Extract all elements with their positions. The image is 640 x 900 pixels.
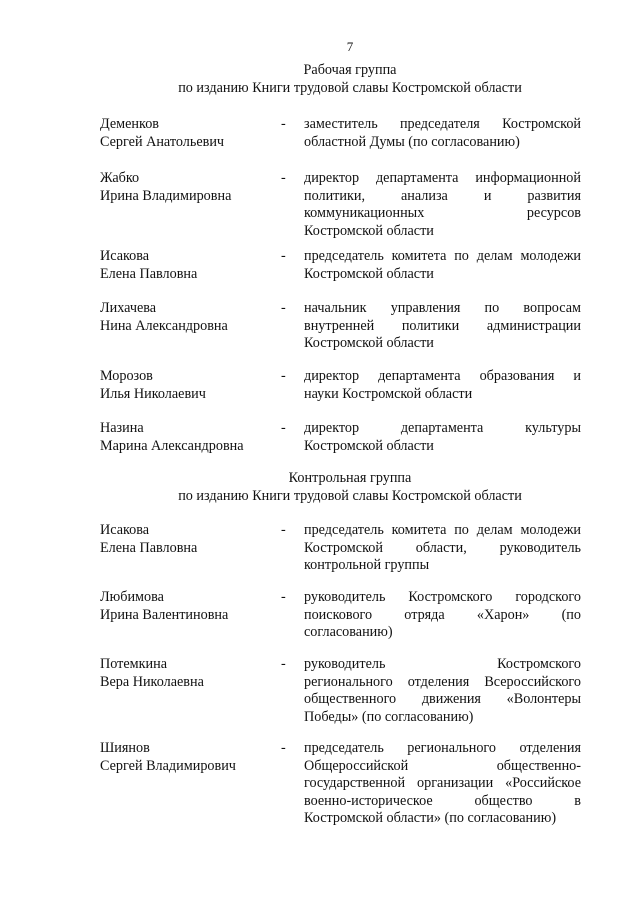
member-role bbox=[304, 248, 581, 283]
role-line: науки Костромской области bbox=[304, 385, 473, 402]
member-dash: - bbox=[281, 170, 286, 186]
member-first-names: Елена Павловна bbox=[100, 265, 198, 282]
member-name bbox=[100, 368, 278, 403]
role-line: Костромской области bbox=[304, 265, 434, 282]
role-line: председатель комитета по делам молодежи bbox=[304, 522, 581, 538]
role-line: председатель комитета по делам молодежи bbox=[304, 248, 581, 264]
member-role bbox=[304, 589, 581, 642]
role-line: Победы» (по согласованию) bbox=[304, 708, 474, 725]
member-name bbox=[100, 740, 278, 775]
member-first-names: Вера Николаевна bbox=[100, 673, 204, 690]
member-role bbox=[304, 420, 581, 455]
role-line: директор департамента информационной bbox=[304, 170, 581, 186]
member-last-name: Исакова bbox=[100, 248, 150, 264]
member-role bbox=[304, 116, 581, 151]
member-first-names: Ирина Валентиновна bbox=[100, 606, 229, 623]
role-line: Костромской области bbox=[304, 335, 434, 352]
role-line: директор департамента образования и bbox=[304, 368, 581, 384]
member-first-names: Нина Александровна bbox=[100, 317, 228, 334]
member-first-names: Марина Александровна bbox=[100, 437, 244, 454]
member-last-name: Морозов bbox=[100, 368, 153, 384]
role-line: областной Думы (по согласованию) bbox=[304, 133, 520, 150]
role-line: Костромской области» (по согласованию) bbox=[304, 810, 557, 827]
member-last-name: Деменков bbox=[100, 116, 159, 132]
member-dash: - bbox=[281, 248, 286, 264]
role-line: руководитель Костромского bbox=[304, 656, 581, 672]
role-line: начальник управления по вопросам bbox=[304, 300, 581, 316]
control-group-title: Контрольная группа bbox=[288, 470, 412, 486]
member-role bbox=[304, 522, 581, 575]
member-role bbox=[304, 740, 581, 828]
role-line: заместитель председателя Костромской bbox=[304, 116, 581, 132]
member-dash: - bbox=[281, 656, 286, 672]
role-line: общественного движения «Волонтеры bbox=[304, 691, 581, 708]
role-line: Общероссийской общественно- bbox=[304, 757, 581, 774]
control-group-subtitle: по изданию Книги трудовой славы Костромской области bbox=[178, 488, 522, 504]
role-line: военно-историческое общество в bbox=[304, 792, 581, 809]
member-name bbox=[100, 522, 278, 557]
member-name bbox=[100, 300, 278, 335]
member-dash: - bbox=[281, 740, 286, 756]
member-dash: - bbox=[281, 589, 286, 605]
member-first-names: Илья Николаевич bbox=[100, 385, 206, 402]
role-line: политики, анализа и развития bbox=[304, 187, 581, 204]
role-line: поискового отряда «Харон» (по bbox=[304, 606, 581, 623]
member-first-names: Сергей Анатольевич bbox=[100, 133, 225, 150]
member-dash: - bbox=[281, 368, 286, 384]
member-last-name: Шиянов bbox=[100, 740, 150, 756]
working-group-title: Рабочая группа bbox=[303, 62, 397, 78]
role-line: Костромской области, руководитель bbox=[304, 539, 581, 556]
member-name bbox=[100, 589, 278, 624]
member-name bbox=[100, 420, 278, 455]
page-number: 7 bbox=[346, 39, 354, 54]
member-last-name: Потемкина bbox=[100, 656, 168, 672]
role-line: согласованию) bbox=[304, 624, 393, 641]
member-first-names: Елена Павловна bbox=[100, 539, 198, 556]
member-role bbox=[304, 368, 581, 403]
member-name bbox=[100, 116, 278, 151]
role-line: регионального отделения Всероссийского bbox=[304, 673, 581, 690]
role-line: председатель регионального отделения bbox=[304, 740, 581, 756]
member-last-name: Жабко bbox=[100, 170, 140, 186]
role-line: Костромской области bbox=[304, 222, 434, 239]
member-first-names: Сергей Владимирович bbox=[100, 757, 236, 774]
member-dash: - bbox=[281, 522, 286, 538]
member-last-name: Любимова bbox=[100, 589, 164, 605]
role-line: руководитель Костромского городского bbox=[304, 589, 581, 605]
member-role bbox=[304, 170, 581, 240]
member-last-name: Исакова bbox=[100, 522, 150, 538]
member-first-names: Ирина Владимировна bbox=[100, 187, 232, 204]
member-last-name: Назина bbox=[100, 420, 144, 436]
role-line: директор департамента культуры bbox=[304, 420, 581, 436]
member-dash: - bbox=[281, 116, 286, 132]
role-line: коммуникационных ресурсов bbox=[304, 205, 581, 222]
role-line: контрольной группы bbox=[304, 557, 430, 574]
member-dash: - bbox=[281, 420, 286, 436]
member-dash: - bbox=[281, 300, 286, 316]
member-role bbox=[304, 300, 581, 353]
working-group-subtitle: по изданию Книги трудовой славы Костромской области bbox=[178, 80, 522, 96]
member-name bbox=[100, 170, 278, 205]
role-line: государственной организации «Российское bbox=[304, 775, 581, 792]
member-name bbox=[100, 656, 278, 691]
member-name bbox=[100, 248, 278, 283]
role-line: внутренней политики администрации bbox=[304, 317, 581, 334]
member-role bbox=[304, 656, 581, 726]
role-line: Костромской области bbox=[304, 437, 434, 454]
member-last-name: Лихачева bbox=[100, 300, 157, 316]
